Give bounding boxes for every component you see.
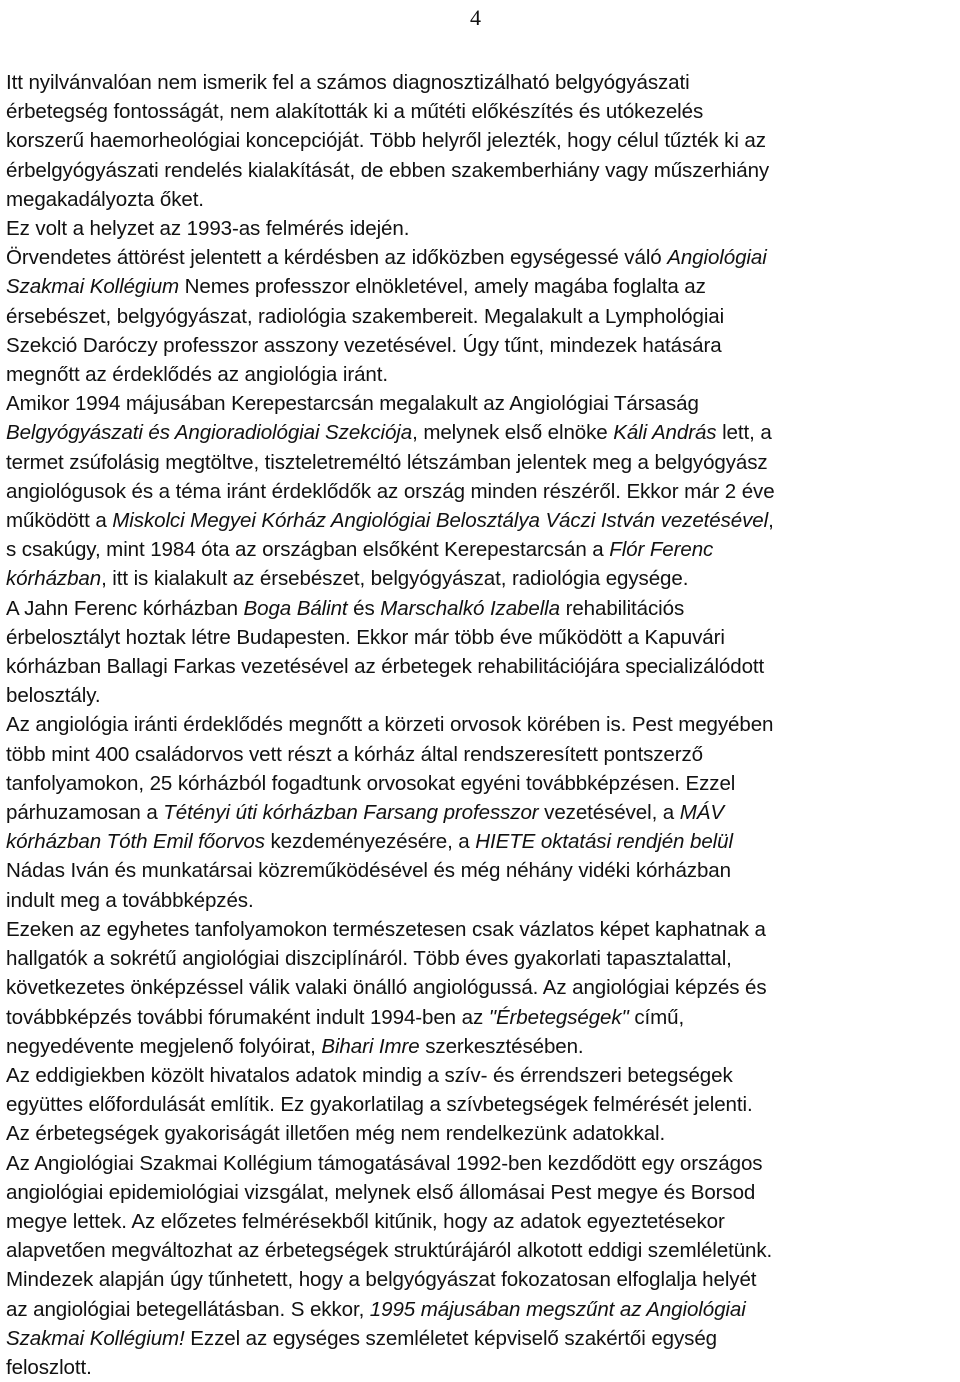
text-line (6, 243, 956, 272)
text-run: Amikor 1994 májusában Kerepestarcsán megalakult az Angiológiai Társaság (6, 392, 699, 416)
text-run: , itt is kialakult az érsebészet, belgyógyászat, radiológia egysége. (101, 567, 689, 591)
text-line (6, 827, 956, 856)
text-run: több mint 400 családorvos vett részt a kórház által rendszeresített pontszerző (6, 742, 704, 766)
text-run: Ez volt a helyzet az 1993-as felmérés idején. (6, 217, 410, 241)
text-run: kórházban Ballagi Farkas vezetésével az érbetegek rehabilitációjára specializálódott (6, 655, 765, 679)
text-line (6, 331, 956, 360)
text-line (6, 506, 956, 535)
text-line (6, 973, 956, 1002)
text-run: angiológusok és a téma iránt érdeklődők az ország minden részéről. Ekkor már 2 éve (6, 479, 775, 503)
text-run: párhuzamosan a (6, 801, 164, 825)
text-run: vezetésével, a (538, 801, 680, 825)
text-line (6, 652, 956, 681)
italic-text-run: Angiológiai (667, 246, 767, 270)
text-line (6, 1178, 956, 1207)
text-line (6, 564, 956, 593)
italic-text-run: MÁV (679, 801, 724, 825)
text-run: , melynek első elnöke (412, 421, 614, 445)
text-line (6, 68, 956, 97)
text-run: hallgatók a sokrétű angiológiai diszciplínáról. Több éves gyakorlati tapasztalattal, (6, 947, 732, 971)
text-line (6, 1090, 956, 1119)
text-run: rehabilitációs (559, 596, 685, 620)
text-line (6, 1207, 956, 1236)
text-line (6, 1353, 956, 1382)
italic-text-run: kórházban (6, 567, 102, 591)
text-run: megakadályozta őket. (6, 187, 204, 211)
text-line (6, 681, 956, 710)
text-line (6, 915, 956, 944)
text-line (6, 886, 956, 915)
text-line (6, 1032, 956, 1061)
text-run: továbbképzés további fórumaként indult 1994-ben az (6, 1005, 489, 1029)
text-line (6, 740, 956, 769)
text-line (6, 126, 956, 155)
text-run: megnőtt az érdeklődés az angiológia iránt. (6, 363, 388, 387)
text-run: az angiológiai betegellátásban. S ekkor, (6, 1297, 370, 1321)
body-text (6, 68, 958, 1382)
text-run: Ezeken az egyhetes tanfolyamokon természetesen csak vázlatos képet kaphatnak a (6, 917, 766, 941)
text-run: érbelosztályt hoztak létre Budapesten. Ekkor már több éve működött a Kapuvári (6, 625, 725, 649)
text-line (6, 1324, 956, 1353)
text-line (6, 418, 956, 447)
text-line (6, 594, 956, 623)
text-line (6, 97, 956, 126)
text-run: Örvendetes áttörést jelentett a kérdésben az időközben egységessé váló (6, 246, 668, 270)
text-line (6, 1295, 956, 1324)
text-line (6, 535, 956, 564)
text-line (6, 1265, 956, 1294)
text-run: Ezzel az egységes szemléletet képviselő szakértői egység (184, 1326, 718, 1350)
text-run: feloszlott. (6, 1355, 92, 1379)
text-run: angiológiai epidemiológiai vizsgálat, melynek első állomásai Pest megye és Borsod (6, 1180, 756, 1204)
text-run: megye lettek. Az előzetes felmérésekből kitűnik, hogy az adatok egyeztetésekor (6, 1209, 725, 1233)
text-line (6, 1003, 956, 1032)
text-run: belosztály. (6, 684, 101, 708)
page-number: 4 (470, 5, 481, 30)
text-run: érbelgyógyászati rendelés kialakítását, de ebben szakemberhiány vagy műszerhiány (6, 158, 770, 182)
text-line (6, 477, 956, 506)
text-line (6, 856, 956, 885)
text-line (6, 360, 956, 389)
text-line (6, 944, 956, 973)
text-run: alapvetően megváltozhat az érbetegségek struktúrájáról alkotott eddigi szemléletünk. (6, 1239, 773, 1263)
italic-text-run: Szakmai Kollégium! (6, 1326, 185, 1350)
text-run: Az angiológia iránti érdeklődés megnőtt a körzeti orvosok körében is. Pest megyében (6, 713, 774, 737)
text-run: érsebészet, belgyógyászat, radiológia szakembereit. Megalakult a Lymphológiai (6, 304, 725, 328)
text-line (6, 623, 956, 652)
text-run: kezdeményezésére, a (264, 830, 476, 854)
text-run: korszerű haemorheológiai koncepcióját. Több helyről jelezték, hogy célul tűzték ki az (6, 129, 766, 153)
italic-text-run: Káli András (613, 421, 717, 445)
italic-text-run: Miskolci Megyei Kórház Angiológiai Belosztálya Váczi István vezetésével (112, 509, 769, 533)
text-run: tanfolyamokon, 25 kórházból fogadtunk orvosokat egyéni továbbképzésen. Ezzel (6, 771, 736, 795)
text-line (6, 156, 956, 185)
italic-text-run: 1995 májusában megszűnt az Angiológiai (369, 1297, 746, 1321)
text-run: szerkesztésében. (419, 1034, 584, 1058)
text-run: A Jahn Ferenc kórházban (6, 596, 244, 620)
text-run: következetes önképzéssel válik valaki önálló angiológussá. Az angiológiai képzés és (6, 976, 767, 1000)
text-run: lett, a (716, 421, 772, 445)
text-run: Mindezek alapján úgy tűnhetett, hogy a belgyógyászat fokozatosan elfoglalja helyét (6, 1268, 757, 1292)
text-line (6, 448, 956, 477)
text-run: indult meg a továbbképzés. (6, 888, 254, 912)
text-run: Szekció Daróczy professzor asszony vezetésével. Úgy tűnt, mindezek hatására (6, 333, 722, 357)
text-run: érbetegség fontosságát, nem alakították ki a műtéti előkészítés és utókezelés (6, 100, 704, 124)
text-line (6, 302, 956, 331)
text-run: Az Angiológiai Szakmai Kollégium támogatásával 1992-ben kezdődött egy országos (6, 1151, 763, 1175)
italic-text-run: HIETE oktatási rendjén belül (475, 830, 733, 854)
text-run: negyedévente megjelenő folyóirat, (6, 1034, 322, 1058)
text-run: termet zsúfolásig megtöltve, tiszteletreméltó létszámban jelentek meg a belgyógyász (6, 450, 768, 474)
text-line (6, 1236, 956, 1265)
text-run: Nádas Iván és munkatársai közreműködésével és még néhány vidéki kórházban (6, 859, 731, 883)
italic-text-run: kórházban Tóth Emil főorvos (6, 830, 265, 854)
text-run: Nemes professzor elnökletével, amely magába foglalta az (179, 275, 706, 299)
text-run: működött a (6, 509, 113, 533)
italic-text-run: Belgyógyászati és Angioradiológiai Szekciója (6, 421, 413, 445)
text-line (6, 389, 956, 418)
text-line (6, 710, 956, 739)
italic-text-run: "Érbetegségek" (488, 1005, 629, 1029)
text-run: , (768, 509, 774, 533)
italic-text-run: Boga Bálint (243, 596, 348, 620)
text-line (6, 1061, 956, 1090)
text-run: Az eddigiekben közölt hivatalos adatok mindig a szív- és érrendszeri betegségek (6, 1063, 733, 1087)
text-line (6, 1119, 956, 1148)
text-line (6, 185, 956, 214)
text-line (6, 272, 956, 301)
text-run: együttes előfordulását említik. Ez gyakorlatilag a szívbetegségek felmérését jelenti. (6, 1093, 753, 1117)
text-run: című, (628, 1005, 685, 1029)
text-line (6, 1149, 956, 1178)
text-run: és (347, 596, 381, 620)
text-line (6, 798, 956, 827)
italic-text-run: Szakmai Kollégium (6, 275, 180, 299)
text-run: Itt nyilvánvalóan nem ismerik fel a számos diagnosztizálható belgyógyászati (6, 71, 690, 94)
text-line (6, 769, 956, 798)
text-line (6, 214, 956, 243)
italic-text-run: Tétényi úti kórházban Farsang professzor (163, 801, 539, 825)
text-run: Az érbetegségek gyakoriságát illetően még nem rendelkezünk adatokkal. (6, 1122, 666, 1146)
italic-text-run: Bihari Imre (321, 1034, 420, 1058)
italic-text-run: Flór Ferenc (609, 538, 714, 562)
italic-text-run: Marschalkó Izabella (380, 596, 560, 620)
text-run: s csakúgy, mint 1984 óta az országban elsőként Kerepestarcsán a (6, 538, 610, 562)
